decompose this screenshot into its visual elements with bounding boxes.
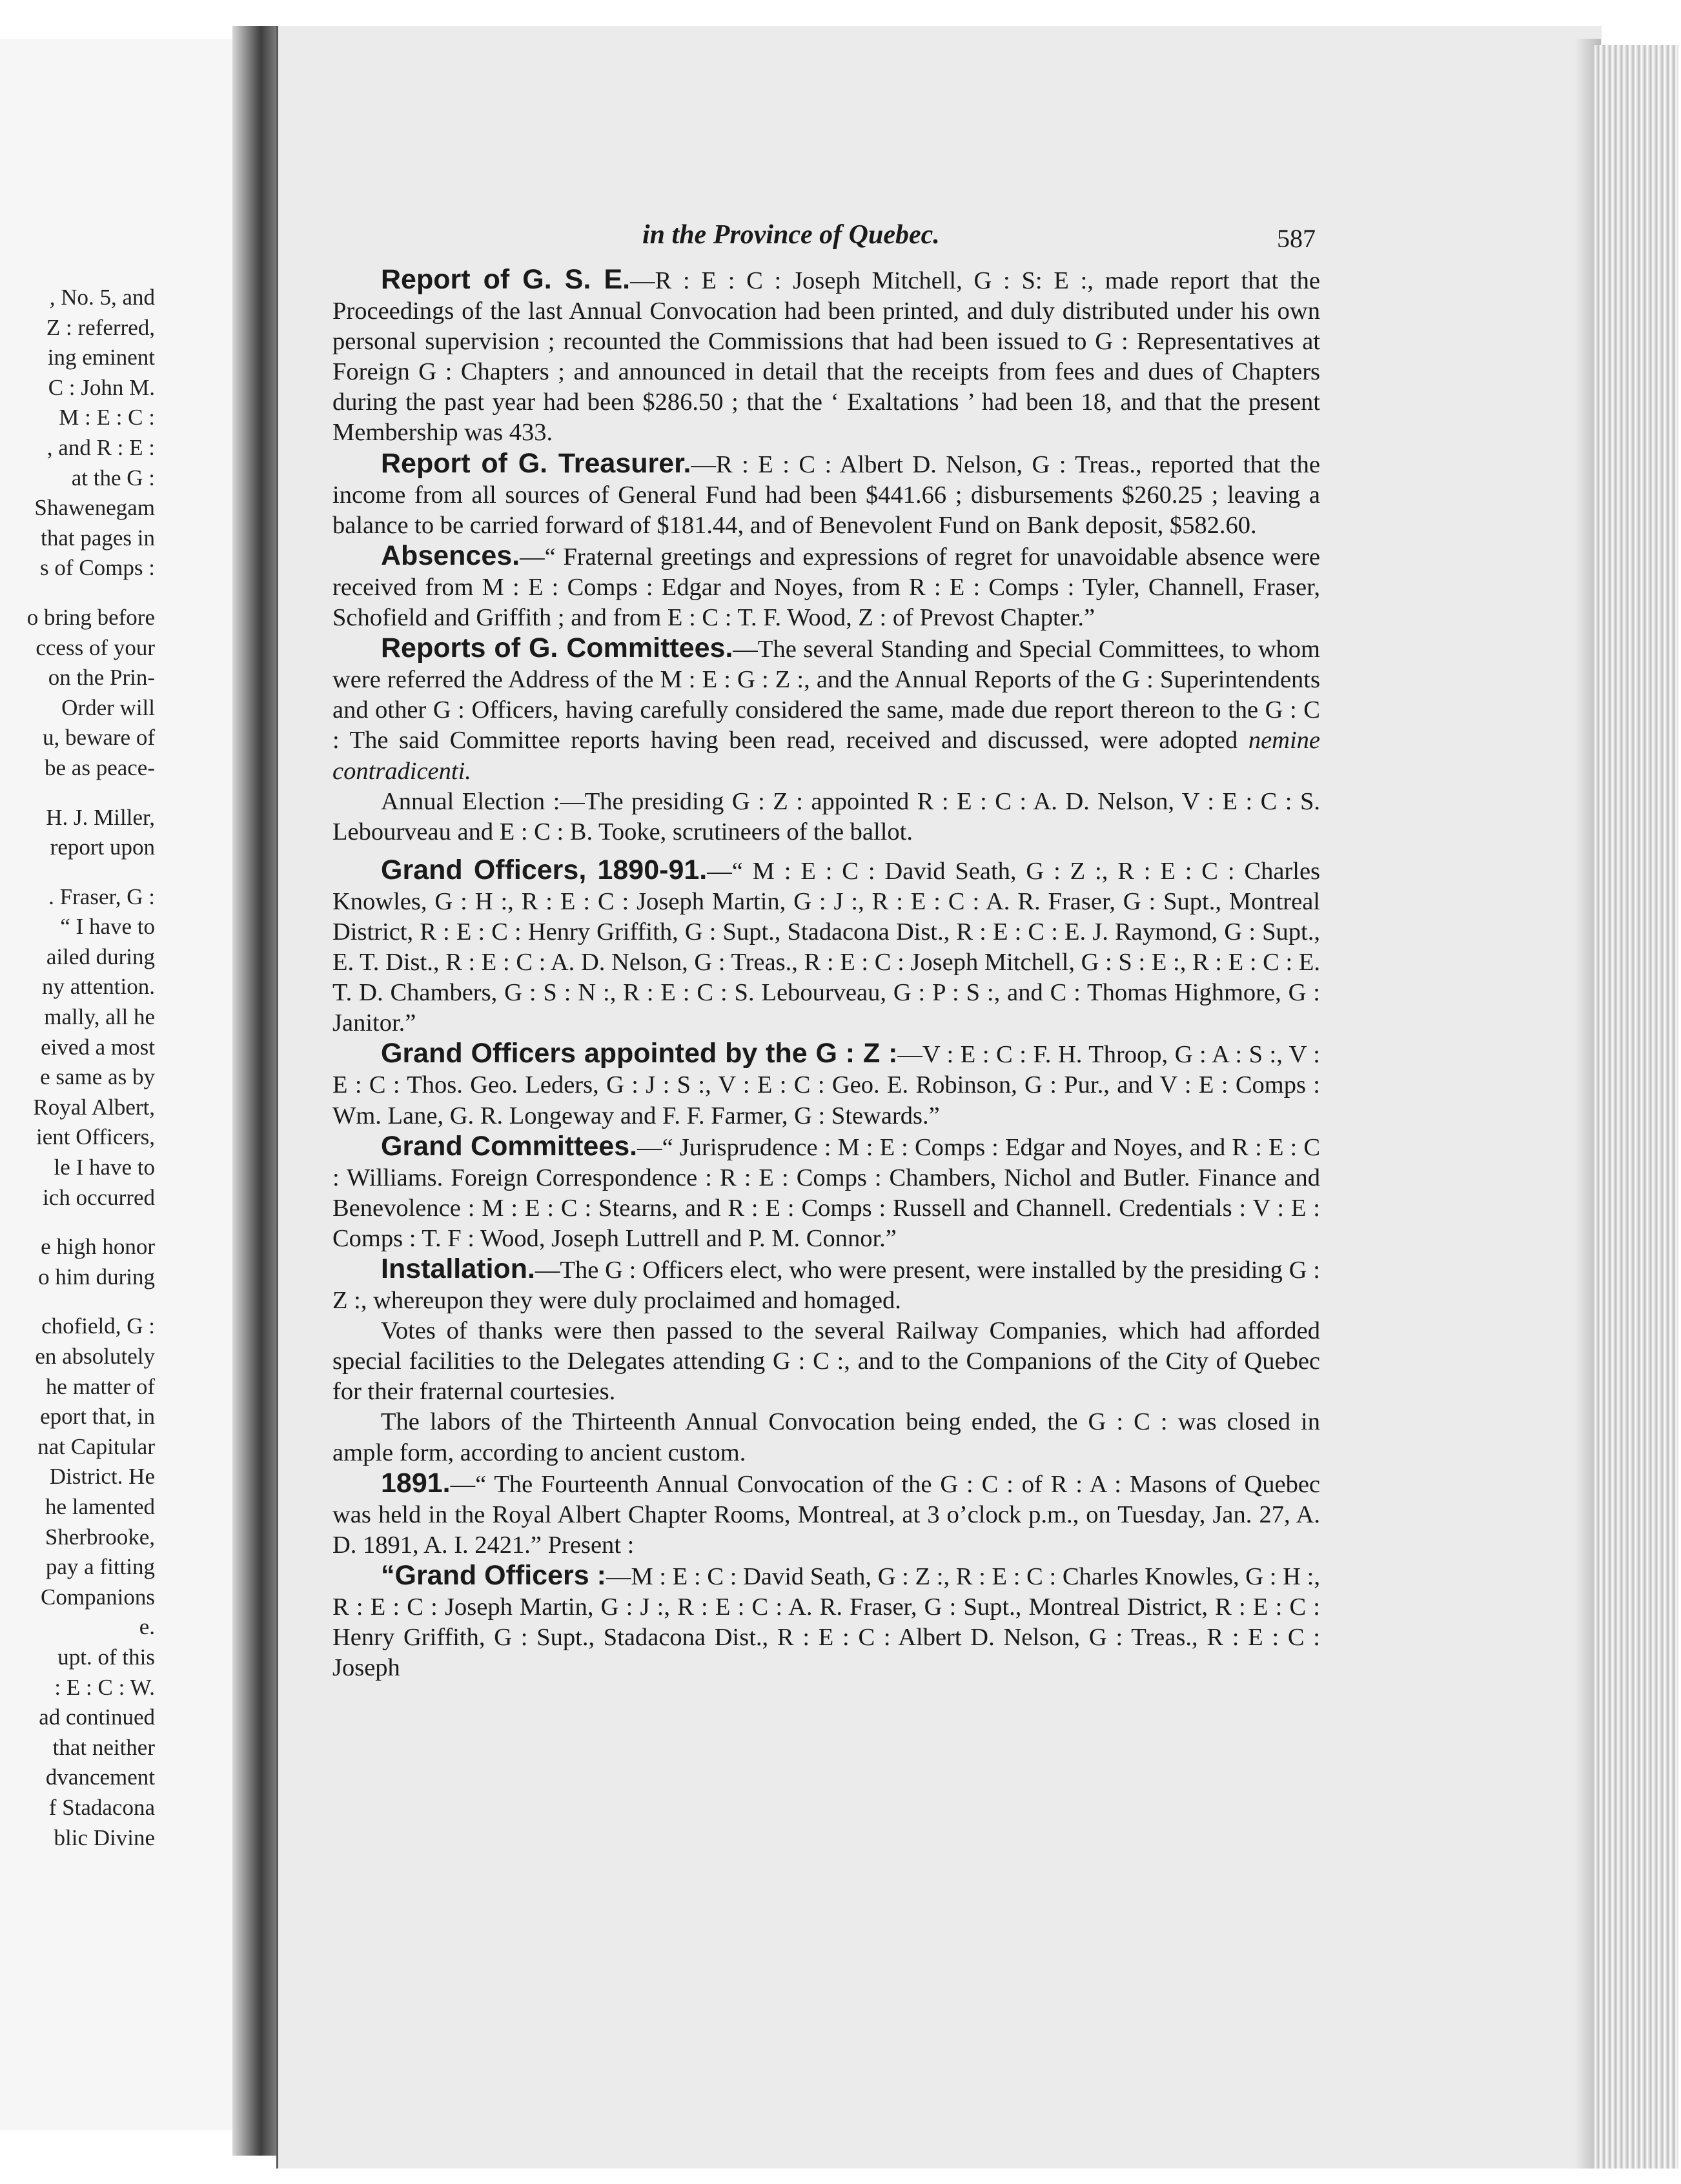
left-page-line: ich occurred	[43, 1184, 155, 1210]
paragraph-text: —“ Jurisprudence : M : E : Comps : Edgar and Noyes, and R : E : C : Williams. Foreign Correspondence : R : E : Comps : Chambers, Nichol and Butler. Finance and Benevolence : M : E : C : Stearns, and R : E : Comps : Russell and Channell. Credentials : V : E : Comps : T. F : Wood, Joseph Luttrell and P. M. Connor.”	[332, 1133, 1321, 1252]
left-page-line: eived a most	[41, 1034, 155, 1060]
paragraph	[332, 449, 1320, 541]
left-page-line: H. J. Miller,	[46, 804, 155, 830]
left-page-line: District. He	[49, 1464, 155, 1490]
paragraph	[332, 1407, 1320, 1468]
left-page-line: f Stadacona	[48, 1794, 155, 1820]
left-page-line: that neither	[52, 1734, 155, 1760]
paragraph-heading: Report of G. Treasurer.	[381, 447, 691, 479]
left-page-line: Order will	[61, 694, 155, 720]
paragraph	[332, 1561, 1320, 1683]
left-page-line: o bring before	[26, 604, 155, 630]
left-page-line: ient Officers,	[36, 1124, 155, 1150]
left-page-line: e high honor	[41, 1234, 155, 1260]
paragraph-text: —The G : Officers elect, who were present, were installed by the presiding G : Z :, whereupon they were duly proclaimed and homaged.	[332, 1257, 1320, 1315]
left-page-line: Companions	[41, 1584, 155, 1610]
book-page-edges	[1594, 45, 1678, 2169]
page-number: 587	[1277, 224, 1316, 253]
left-page-line: dvancement	[45, 1764, 155, 1790]
paragraph	[332, 1254, 1320, 1316]
paragraph	[332, 787, 1320, 847]
left-page-line: chofield, G :	[41, 1313, 155, 1339]
left-page-gap	[0, 1213, 155, 1232]
left-page-line: ailed during	[46, 944, 155, 969]
left-page-line: e same as by	[40, 1064, 155, 1090]
left-page-line: blic Divine	[54, 1825, 155, 1850]
left-page-line: eport that, in	[40, 1404, 155, 1430]
left-page	[0, 39, 238, 2130]
left-page-line: : E : C : W.	[54, 1674, 155, 1700]
left-page-line: upt. of this	[57, 1644, 155, 1670]
left-page-line: mally, all he	[44, 1004, 155, 1030]
paragraph	[332, 633, 1320, 786]
paragraph-text: —“ M : E : C : David Seath, G : Z :, R : E : C : Charles Knowles, G : H :, R : E : C : Joseph Martin, G : J :, R : E : C : A. R. Fraser, G : Supt., Montreal District, R : E : C : Henry Griffith, G : Supt., Stadacona Dist., R : E : C : E. J. Raymond, G : Supt., E. T. Dist., R : E : C : A. D. Nelson, G : Treas., R : E : C : Joseph Mitchell, G : S : E :, R : E : C : E. T. D. Chambers, G : S : N :, R : E : C : S. Lebourveau, G : P : S :, and C : Thomas Highmore, G : Janitor.”	[332, 857, 1321, 1037]
paragraph-heading: Reports of G. Committees.	[381, 632, 733, 664]
paragraph-text: Annual Election :—The presiding G : Z : appointed R : E : C : A. D. Nelson, V : E : C : S. Lebourveau and E : C : B. Tooke, scrutineers of the ballot.	[332, 787, 1320, 845]
left-page-line: Sherbrooke,	[45, 1524, 155, 1550]
paragraph-text: —R : E : C : Joseph Mitchell, G : S: E :, made report that the Proceedings of the last Annual Convocation had been printed, and duly distributed under his own personal supervision ; recounted the Commissions that had been issued to G : Representatives at Foreign G : Chapters ; and announced in detail that the receipts from fees and dues of Chapters during the past year had been $286.50 ; that the ‘ Exaltations ’ had been 18, and that the present Membership was 433.	[332, 267, 1320, 447]
left-page-line: e.	[139, 1614, 155, 1640]
paragraph-heading: 1891.	[381, 1467, 451, 1499]
left-page-line: nat Capitular	[37, 1433, 155, 1459]
paragraph-heading: Grand Committees.	[381, 1130, 638, 1162]
left-page-line: he matter of	[45, 1373, 155, 1399]
left-page-line: pay a fitting	[45, 1554, 155, 1580]
paragraph	[332, 541, 1320, 633]
paragraph-text: —R : E : C : Albert D. Nelson, G : Treas., reported that the income from all sources of General Fund had been $441.66 ; disbursements $260.25 ; leaving a balance to be carried forward of $181.44, and of Benevolent Fund on Bank deposit, $582.60.	[332, 450, 1320, 539]
left-page-gap	[0, 784, 155, 803]
left-page-line: C : John M.	[48, 374, 155, 400]
left-page-line: en absolutely	[35, 1344, 155, 1369]
left-page-line: , and R : E :	[46, 434, 155, 460]
left-page-line: ccess of your	[36, 634, 155, 660]
paragraph	[332, 1131, 1320, 1254]
body-text	[332, 265, 1320, 1683]
left-page-line: , No. 5, and	[49, 285, 155, 310]
left-page-line: . Fraser, G :	[48, 884, 155, 909]
left-page-gap	[0, 583, 155, 603]
left-page-line: u, beware of	[43, 725, 155, 751]
left-page-line: that pages in	[41, 525, 155, 551]
paragraph-heading: “Grand Officers :	[381, 1559, 606, 1591]
paragraph-text: —“ The Fourteenth Annual Convocation of the G : C : of R : A : Masons of Quebec was held in the Royal Albert Chapter Rooms, Montreal, at 3 o’clock p.m., on Tuesday, Jan. 27, A. D. 1891, A. I. 2421.” Present :	[332, 1470, 1320, 1559]
left-page-gap	[0, 1292, 155, 1311]
left-page-line: Z : referred,	[46, 314, 155, 340]
left-page-line: o him during	[38, 1264, 155, 1289]
left-page-line: s of Comps :	[40, 555, 155, 581]
paragraph-heading: Absences.	[381, 540, 520, 571]
left-page-line: Shawenegam	[34, 495, 155, 521]
left-page-line: M : E : C :	[59, 405, 155, 430]
paragraph-heading: Installation.	[381, 1253, 535, 1284]
paragraph-text: —The several Standing and Special Committees, to whom were referred the Address of the M : E : G : Z :, and the Annual Reports of the G : Superintendents and other G : Officers, having carefully considered the same, made due report thereon to the G : C : The said Committee reports having been read, received and discussed, were adopted	[332, 636, 1320, 754]
paragraph-text: Votes of thanks were then passed to the several Railway Companies, which had afforded special facilities to the Delegates attending G : C :, and to the Companions of the City of Quebec for their fraternal courtesies.	[332, 1317, 1320, 1406]
left-page-column	[0, 283, 155, 1853]
paragraph	[332, 265, 1320, 449]
left-page-line: Royal Albert,	[33, 1094, 155, 1120]
paragraph	[332, 1468, 1320, 1561]
left-page-line: ad continued	[39, 1704, 155, 1730]
paragraph	[332, 855, 1320, 1039]
left-page-line: at the G :	[71, 465, 155, 490]
paragraph-text: —V : E : C : F. H. Throop, G : A : S :, V : E : C : Thos. Geo. Leders, G : J : S :, V : E : C : Geo. E. Robinson, G : Pur., and V : E : Comps : Wm. Lane, G. R. Longeway and F. F. Farmer, G : Stewards.”	[332, 1041, 1321, 1129]
paragraph-heading: Report of G. S. E.	[381, 264, 631, 295]
paragraph-heading: Grand Officers appointed by the G : Z :	[381, 1038, 898, 1069]
left-page-line: he lamented	[45, 1493, 155, 1519]
paragraph-text: —M : E : C : David Seath, G : Z :, R : E : C : Charles Knowles, G : H :, R : E : C : Joseph Martin, G : J :, R : E : C : A. R. Fraser, G : Supt., Montreal District, R : E : C : Henry Griffith, G : Supt., Stadacona Dist., R : E : C : Albert D. Nelson, G : Treas., R : E : C : Joseph	[332, 1562, 1320, 1682]
left-page-line: “ I have to	[60, 914, 155, 940]
left-page-line: on the Prin-	[48, 665, 155, 691]
left-page-line: le I have to	[54, 1155, 155, 1180]
paragraph	[332, 1038, 1320, 1131]
paragraph-text: The labors of the Thirteenth Annual Convocation being ended, the G : C : was closed in ample form, according to ancient custom.	[332, 1408, 1320, 1466]
paragraph-text: —“ Fraternal greetings and expressions of regret for unavoidable absence were received from M : E : Comps : Edgar and Noyes, from R : E : Comps : Tyler, Channell, Fraser, Schofield and Griffith ; and from E : C : T. F. Wood, Z : of Prevost Chapter.”	[332, 543, 1320, 632]
running-head: in the Province of Quebec.	[642, 220, 940, 250]
left-page-gap	[0, 863, 155, 882]
left-page-line: be as peace-	[45, 754, 155, 780]
paragraph-heading: Grand Officers, 1890-91.	[381, 854, 708, 885]
left-page-line: ny attention.	[42, 974, 155, 1000]
left-page-line: ing eminent	[47, 345, 155, 370]
paragraph-italic-text: nemine contradicenti.	[332, 727, 1320, 785]
paragraph	[332, 1316, 1320, 1407]
left-page-line: report upon	[50, 834, 155, 860]
